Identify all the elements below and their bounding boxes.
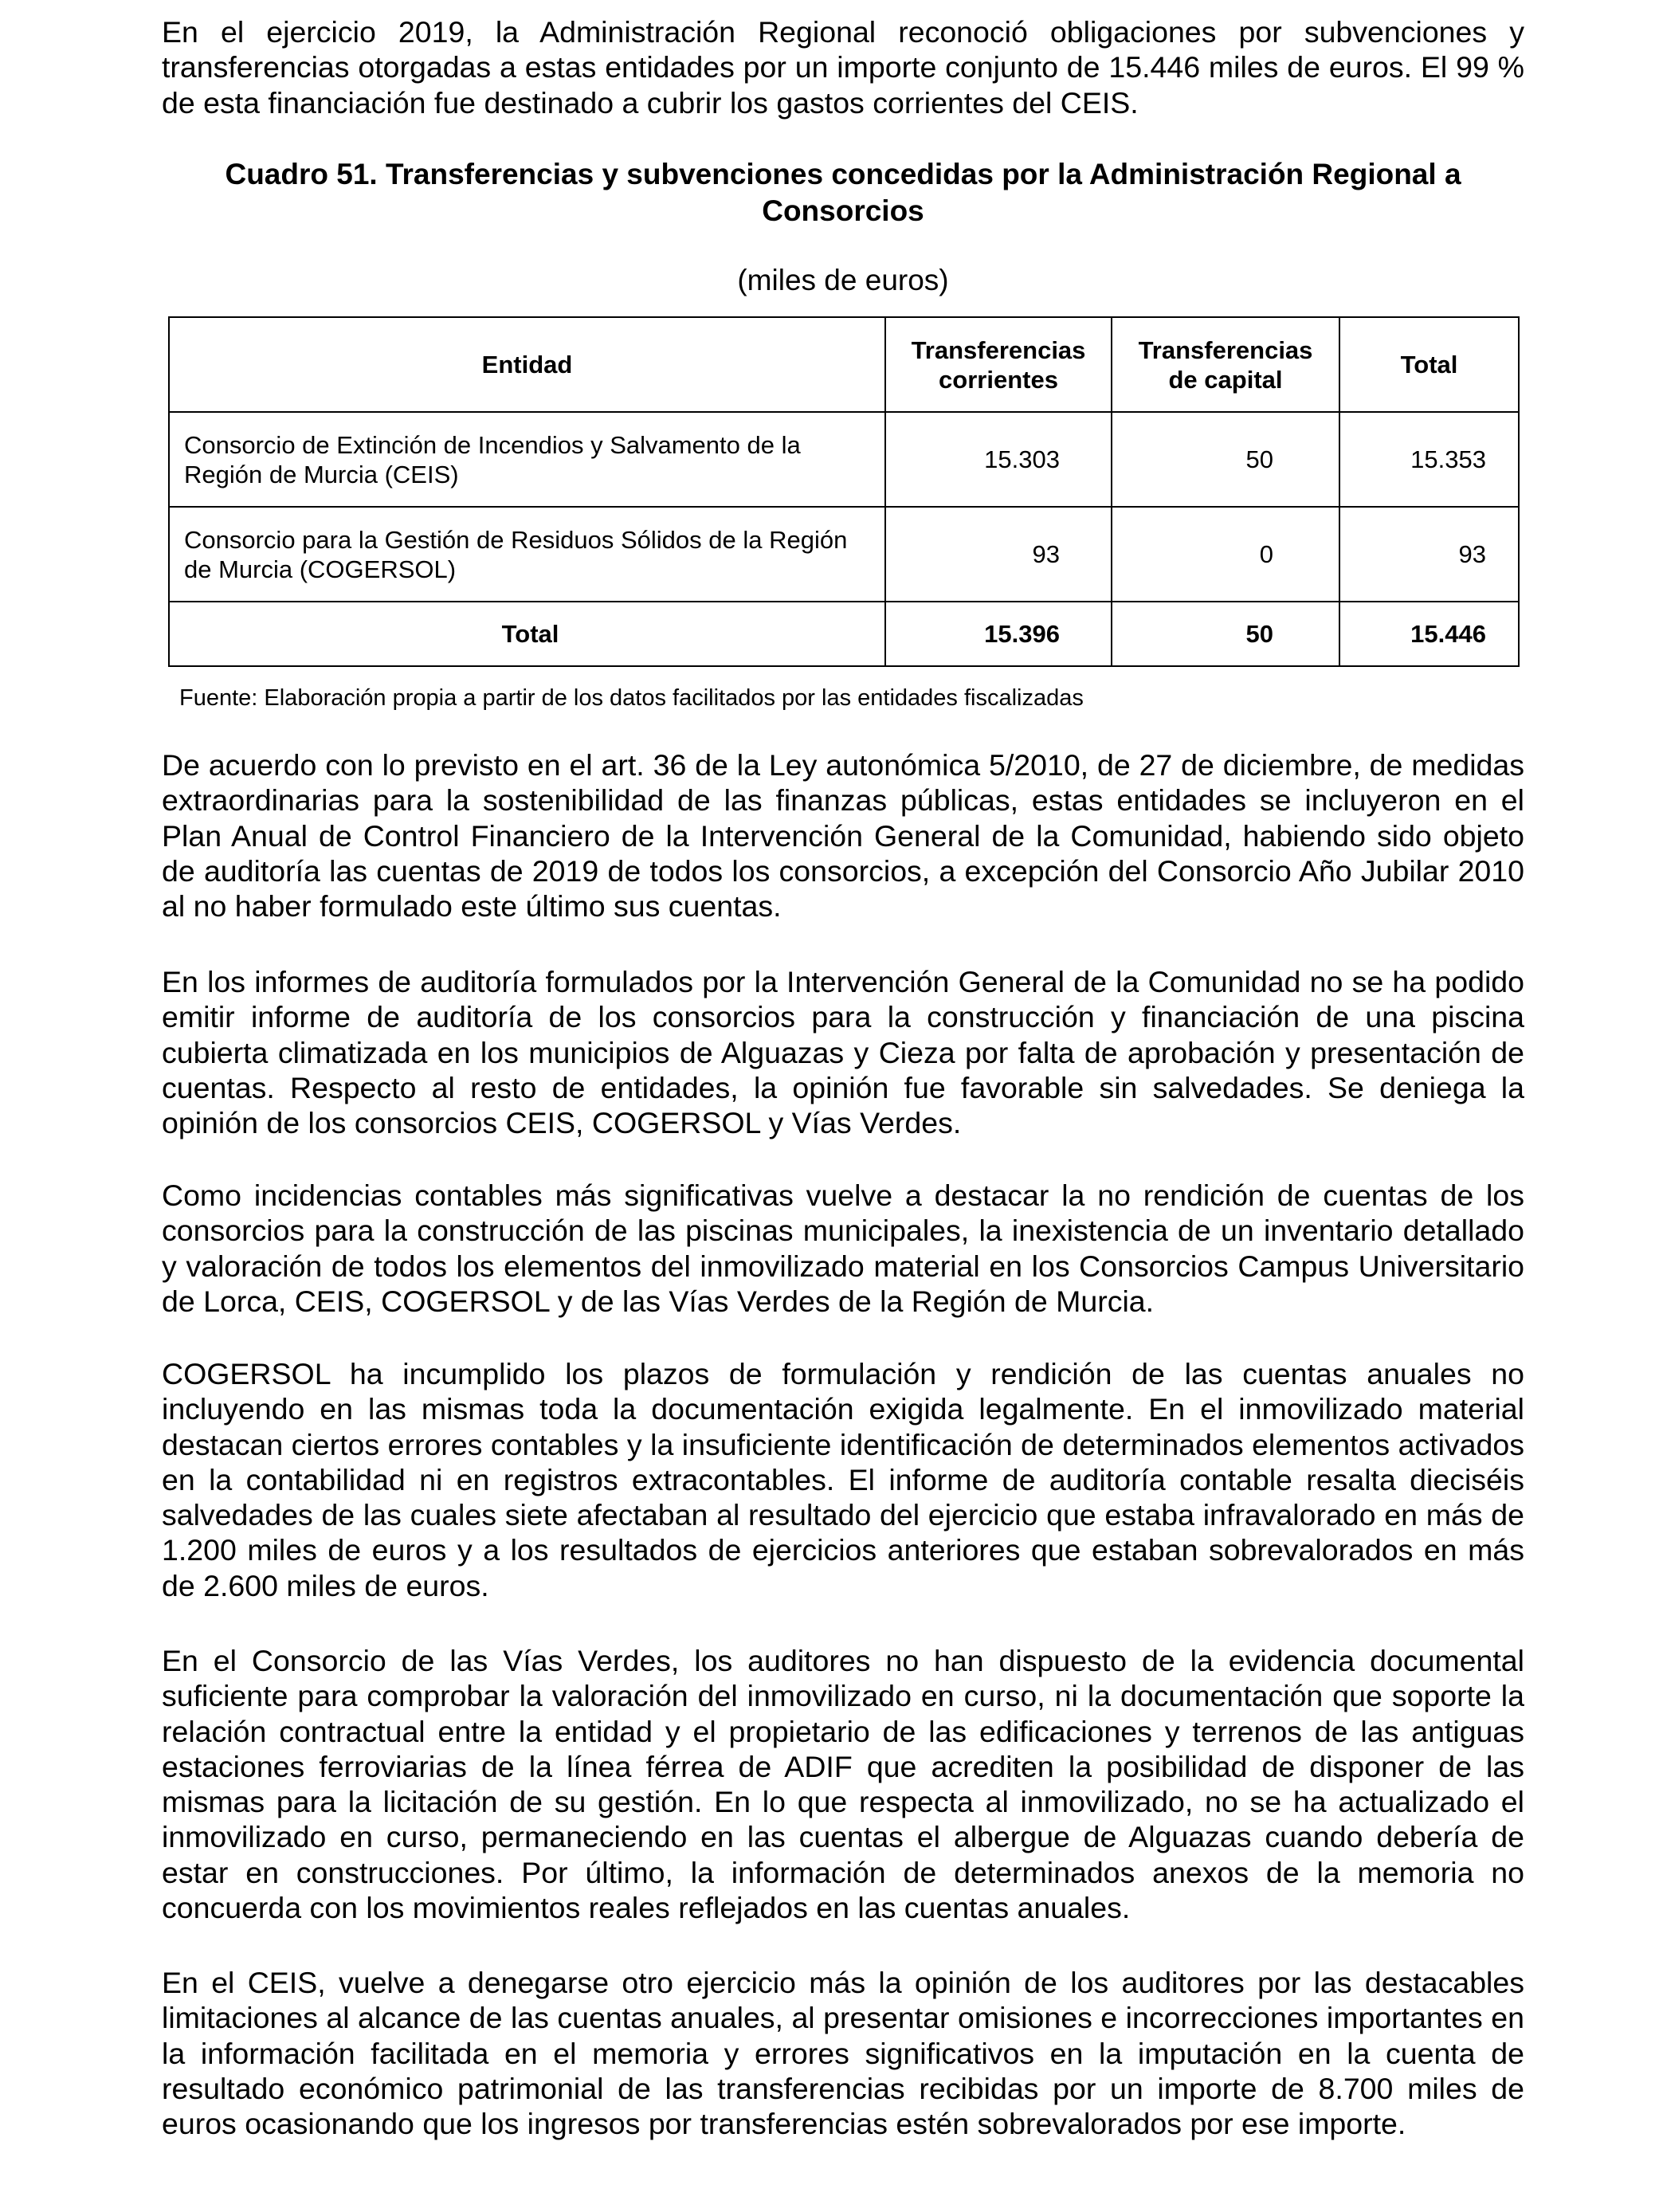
cell-total-corrientes: 15.396: [885, 602, 1112, 666]
cell-entidad: Consorcio de Extinción de Incendios y Salvamento de la Región de Murcia (CEIS): [169, 412, 885, 507]
table-source-note: Fuente: Elaboración propia a partir de los datos facilitados por las entidades fiscalizadas: [179, 685, 1084, 711]
cell-corrientes: 15.303: [885, 412, 1112, 507]
table-units: (miles de euros): [737, 264, 949, 296]
header-transferencias-corrientes: Transferencias corrientes: [885, 317, 1112, 412]
paragraph-audit-reports: En los informes de auditoría formulados por la Intervención General de la Comunidad no se ha podido emitir informe de auditoría de los consorcios para la construcción y financiación de una piscina cubierta climatizada en los municipios de Alguazas y Cieza por falta de aprobación y presentación de cuentas. Respecto al resto de entidades, la opinión fue favorable sin salvedades. Se deniega la opinión de los consorcios CEIS, COGERSOL y Vías Verdes.: [162, 965, 1524, 1140]
cell-total-label: Total: [169, 602, 885, 666]
table-row: [169, 507, 1519, 602]
table-header-row: [169, 317, 1519, 412]
header-transferencias-capital: Transferencias de capital: [1112, 317, 1339, 412]
cell-total-total: 15.446: [1339, 602, 1519, 666]
paragraph-accounting-incidents: Como incidencias contables más significativas vuelve a destacar la no rendición de cuentas de los consorcios para la construcción de las piscinas municipales, la inexistencia de un inventario detallado y valoración de todos los elementos del inmovilizado material en los Consorcios Campus Universitario de Lorca, CEIS, COGERSOL y de las Vías Verdes de la Región de Murcia.: [162, 1179, 1524, 1318]
cell-total: 93: [1339, 507, 1519, 602]
transfers-table: [168, 316, 1520, 667]
paragraph-ceis: En el CEIS, vuelve a denegarse otro ejercicio más la opinión de los auditores por las destacables limitaciones al alcance de las cuentas anuales, al presentar omisiones e incorrecciones importantes en la información facilitada en el memoria y errores significativos en la imputación en la cuenta de resultado económico patrimonial de las transferencias recibidas por un importe de 8.700 miles de euros ocasionando que los ingresos por transferencias estén sobrevalorados por ese importe.: [162, 1966, 1524, 2141]
cell-corrientes: 93: [885, 507, 1112, 602]
paragraph-cogersol: COGERSOL ha incumplido los plazos de formulación y rendición de las cuentas anuales no incluyendo en las mismas toda la documentación exigida legalmente. En el inmovilizado material destacan ciertos errores contables y la insuficiente identificación de determinados elementos activados en la contabilidad ni en registros extracontables. El informe de auditoría contable resalta dieciséis salvedades de las cuales siete afectaban al resultado del ejercicio que estaba infravalorado en más de 1.200 miles de euros y a los resultados de ejercicios anteriores que estaban sobrevalorados en más de 2.600 miles de euros.: [162, 1357, 1524, 1602]
table-row: [169, 412, 1519, 507]
cell-entidad: Consorcio para la Gestión de Residuos Sólidos de la Región de Murcia (COGERSOL): [169, 507, 885, 602]
paragraph-control-plan: De acuerdo con lo previsto en el art. 36 de la Ley autonómica 5/2010, de 27 de diciembre, de medidas extraordinarias para la sostenibilidad de las finanzas públicas, estas entidades se incluyeron en el Plan Anual de Control Financiero de la Intervención General de la Comunidad, habiendo sido objeto de auditoría las cuentas de 2019 de todos los consorcios, a excepción del Consorcio Año Jubilar 2010 al no haber formulado este último sus cuentas.: [162, 748, 1524, 924]
header-total: Total: [1339, 317, 1519, 412]
paragraph-vias-verdes: En el Consorcio de las Vías Verdes, los auditores no han dispuesto de la evidencia documental suficiente para comprobar la valoración del inmovilizado en curso, ni la documentación que soporte la relación contractual entre la entidad y el propietario de las edificaciones y terrenos de las antiguas estaciones ferroviarias de la línea férrea de ADIF que acrediten la posibilidad de disponer de las mismas para la licitación de su gestión. En lo que respecta al inmovilizado, no se ha actualizado el inmovilizado en curso, permaneciendo en las cuentas el albergue de Alguazas cuando debería de estar en construcciones. Por último, la información de determinados anexos de la memoria no concuerda con los movimientos reales reflejados en las cuentas anuales.: [162, 1644, 1524, 1925]
table-total-row: [169, 602, 1519, 666]
cell-total-capital: 50: [1112, 602, 1339, 666]
cell-capital: 50: [1112, 412, 1339, 507]
table-title: [162, 156, 1524, 229]
cell-capital: 0: [1112, 507, 1339, 602]
header-entidad: Entidad: [169, 317, 885, 412]
paragraph-financing-summary: En el ejercicio 2019, la Administración Regional reconoció obligaciones por subvenciones y transferencias otorgadas a estas entidades por un importe conjunto de 15.446 miles de euros. El 99 % de esta financiación fue destinado a cubrir los gastos corrientes del CEIS.: [162, 15, 1524, 120]
cell-total: 15.353: [1339, 412, 1519, 507]
table-title-line-2: Consorcios: [762, 194, 924, 227]
table-title-line-1: Cuadro 51. Transferencias y subvenciones concedidas por la Administración Regional a: [225, 158, 1461, 190]
